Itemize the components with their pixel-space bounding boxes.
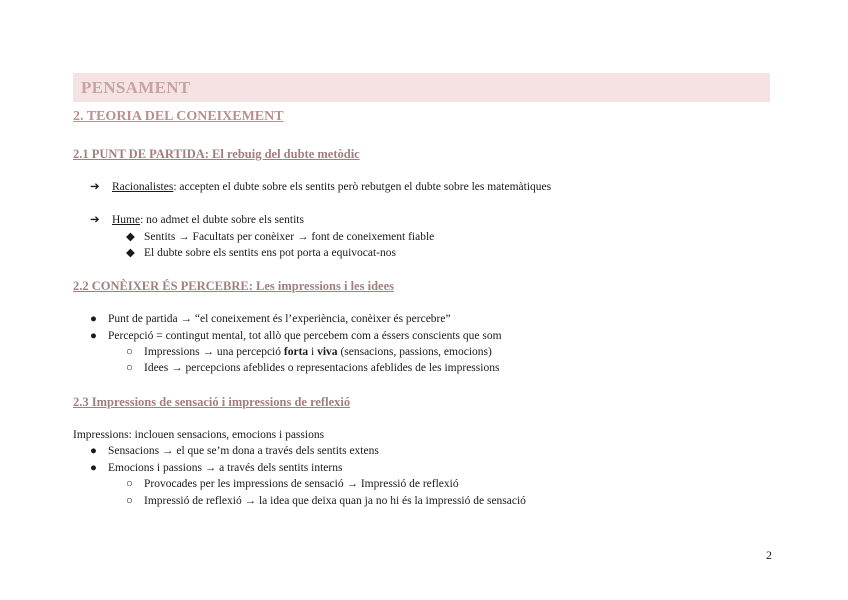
list-item-racionalistes	[90, 180, 551, 194]
list-subitem: ◆ Sentits → Facultats per conèixer → font de coneixement fiable	[126, 231, 435, 243]
diamond-bullet-icon: ◆	[126, 231, 135, 243]
bullet-icon: ●	[90, 445, 97, 457]
term-racionalistes: Racionalistes	[112, 181, 174, 193]
subsection-heading-2-2: 2.2 CONÈIXER ÉS PERCEBRE: Les impressions i les idees	[73, 279, 394, 293]
bullet-icon: ●	[90, 313, 97, 325]
circle-bullet-icon: ○	[126, 478, 133, 490]
list-subitem: ○ Provocades per les impressions de sensació → Impressió de reflexió	[126, 478, 459, 490]
list-item: ● Percepció = contingut mental, tot allò que percebem com a éssers conscients que som	[90, 330, 502, 342]
arrow-bullet-icon: ➔	[90, 214, 100, 226]
subsection-heading-2-3: 2.3 Impressions de sensació i impressions de reflexió	[73, 395, 351, 409]
document-title: PENSAMENT	[81, 78, 191, 97]
circle-bullet-icon: ○	[126, 495, 133, 507]
circle-bullet-icon: ○	[126, 346, 133, 358]
circle-bullet-icon: ○	[126, 362, 133, 374]
list-item: ● Punt de partida → “el coneixement és l’experiència, conèixer és percebre”	[90, 313, 451, 325]
diamond-bullet-icon: ◆	[126, 247, 135, 259]
list-subitem: ◆ El dubte sobre els sentits ens pot porta a equivocat-nos	[126, 247, 396, 259]
arrow-bullet-icon: ➔	[90, 181, 100, 193]
bullet-icon: ●	[90, 462, 97, 474]
list-item: ● Sensacions → el que se’m dona a través dels sentits extens	[90, 445, 379, 457]
list-item-hume	[90, 213, 304, 227]
section-title: 2. TEORIA DEL CONEIXEMENT	[73, 109, 284, 124]
page-number: 2	[766, 548, 772, 562]
list-subitem: ○ Idees → percepcions afeblides o representacions afeblides de les impressions	[126, 362, 500, 374]
bullet-icon: ●	[90, 330, 97, 342]
term-hume: Hume	[112, 214, 141, 226]
subsection-heading-2-1: 2.1 PUNT DE PARTIDA: El rebuig del dubte metòdic	[73, 147, 360, 161]
list-subitem: ○ Impressió de reflexió → la idea que deixa quan ja no hi és la impressió de sensació	[126, 495, 526, 507]
text-racionalistes: : accepten el dubte sobre els sentits però rebutgen el dubte sobre les matemàtiques	[173, 181, 552, 193]
paragraph-intro: Impressions: inclouen sensacions, emocions i passions	[73, 429, 325, 441]
list-item: ● Emocions i passions → a través dels sentits interns	[90, 462, 343, 474]
title-banner	[73, 73, 770, 102]
text-hume: : no admet el dubte sobre els sentits	[140, 214, 304, 226]
list-subitem: ○ Impressions → una percepció forta i viva (sensacions, passions, emocions)	[126, 346, 492, 358]
